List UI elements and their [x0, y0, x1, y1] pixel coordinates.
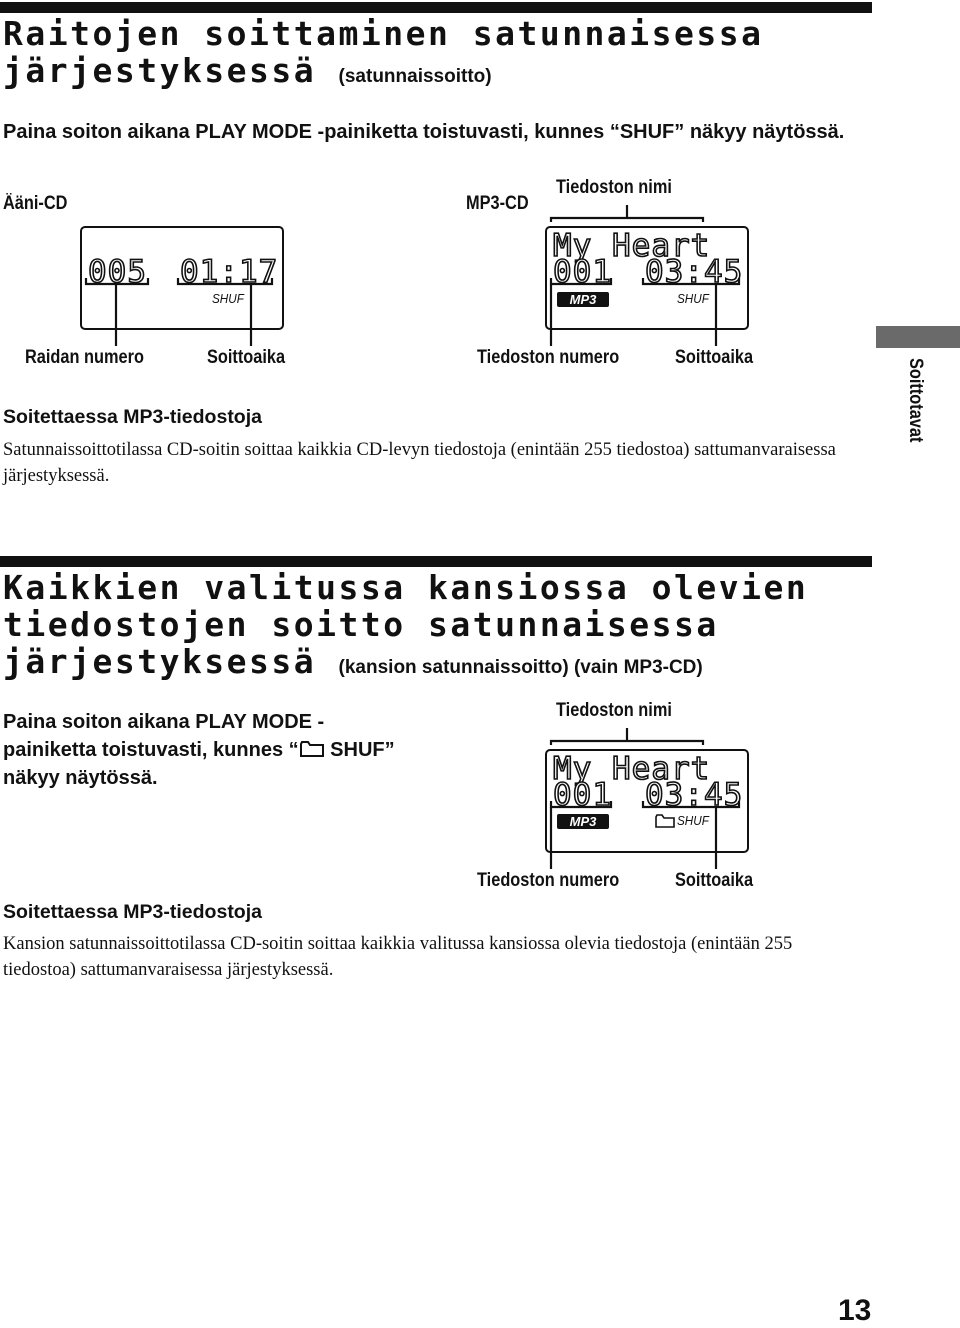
section-rule	[0, 556, 872, 567]
section-heading	[3, 15, 764, 95]
instruction-line: painiketta toistuvasti, kunnes “	[3, 739, 299, 761]
folder-icon	[299, 740, 325, 758]
folder-icon	[655, 814, 675, 828]
mp3-display	[545, 749, 749, 853]
file-name-label: Tiedoston nimi	[556, 177, 672, 198]
file-name-readout: My Heart	[553, 228, 711, 264]
body-text: Kansion satunnaissoittotilassa CD-soitin soittaa kaikkia valitussa kansiossa olevia tiedostoja (enintään 255 tiedostoa) sattumanvaraisessa järjestyksessä.	[3, 934, 793, 980]
shuffle-indicator: SHUF	[677, 813, 709, 828]
play-time-label: Soittoaika	[207, 347, 286, 368]
audio-cd-label: Ääni-CD	[3, 193, 68, 214]
side-tab-bar	[876, 326, 960, 348]
heading-line: tiedostojen soitto satunnaisessa	[3, 605, 719, 644]
heading-line: Kaikkien valitussa kansiossa olevien	[3, 568, 809, 607]
section-heading	[3, 569, 808, 686]
section-rule	[0, 2, 872, 13]
instruction-line: näkyy näytössä.	[3, 767, 158, 789]
file-number-label: Tiedoston numero	[477, 347, 620, 368]
file-number-readout: 001	[553, 254, 612, 290]
file-name-label: Tiedoston nimi	[556, 700, 672, 721]
file-name-readout: My Heart	[553, 751, 711, 787]
shuffle-indicator: SHUF	[212, 291, 244, 306]
track-number-readout: 005	[88, 254, 147, 290]
mp3-badge: MP3	[557, 292, 609, 307]
play-time-readout: 01:17	[180, 254, 279, 290]
mp3-cd-label: MP3-CD	[466, 193, 529, 214]
instruction-line: Paina soiton aikana PLAY MODE -	[3, 711, 325, 733]
side-tab-label: Soittotavat	[905, 358, 926, 443]
instruction-text: Paina soiton aikana PLAY MODE -painiketta toistuvasti, kunnes “SHUF” näkyy näytössä.	[3, 121, 845, 143]
subheading: Soitettaessa MP3-tiedostoja	[3, 901, 262, 923]
subheading: Soitettaessa MP3-tiedostoja	[3, 406, 262, 428]
shuffle-indicator: SHUF	[677, 291, 709, 306]
track-number-label: Raidan numero	[25, 347, 144, 368]
mp3-display	[545, 226, 749, 330]
heading-subtitle: (satunnaissoitto)	[338, 66, 492, 87]
instruction-text	[3, 708, 473, 792]
play-time-label: Soittoaika	[675, 347, 754, 368]
body-text: Satunnaissoittotilassa CD-soitin soittaa kaikkia CD-levyn tiedostoja (enintään 255 tiedostoa) sattumanvaraisessa järjestyksessä.	[3, 440, 836, 486]
cd-display	[80, 226, 284, 330]
instruction-line: SHUF”	[324, 739, 395, 761]
file-number-label: Tiedoston numero	[477, 870, 620, 891]
play-time-readout: 03:45	[645, 254, 744, 290]
heading-line: järjestyksessä	[3, 642, 317, 681]
page-number: 13	[838, 1294, 872, 1327]
heading-subtitle: (kansion satunnaissoitto) (vain MP3-CD)	[338, 657, 703, 678]
mp3-badge: MP3	[557, 814, 609, 829]
file-number-readout: 001	[553, 777, 612, 813]
heading-line: järjestyksessä	[3, 51, 317, 90]
play-time-readout: 03:45	[645, 777, 744, 813]
heading-line: Raitojen soittaminen satunnaisessa	[3, 14, 764, 53]
play-time-label: Soittoaika	[675, 870, 754, 891]
